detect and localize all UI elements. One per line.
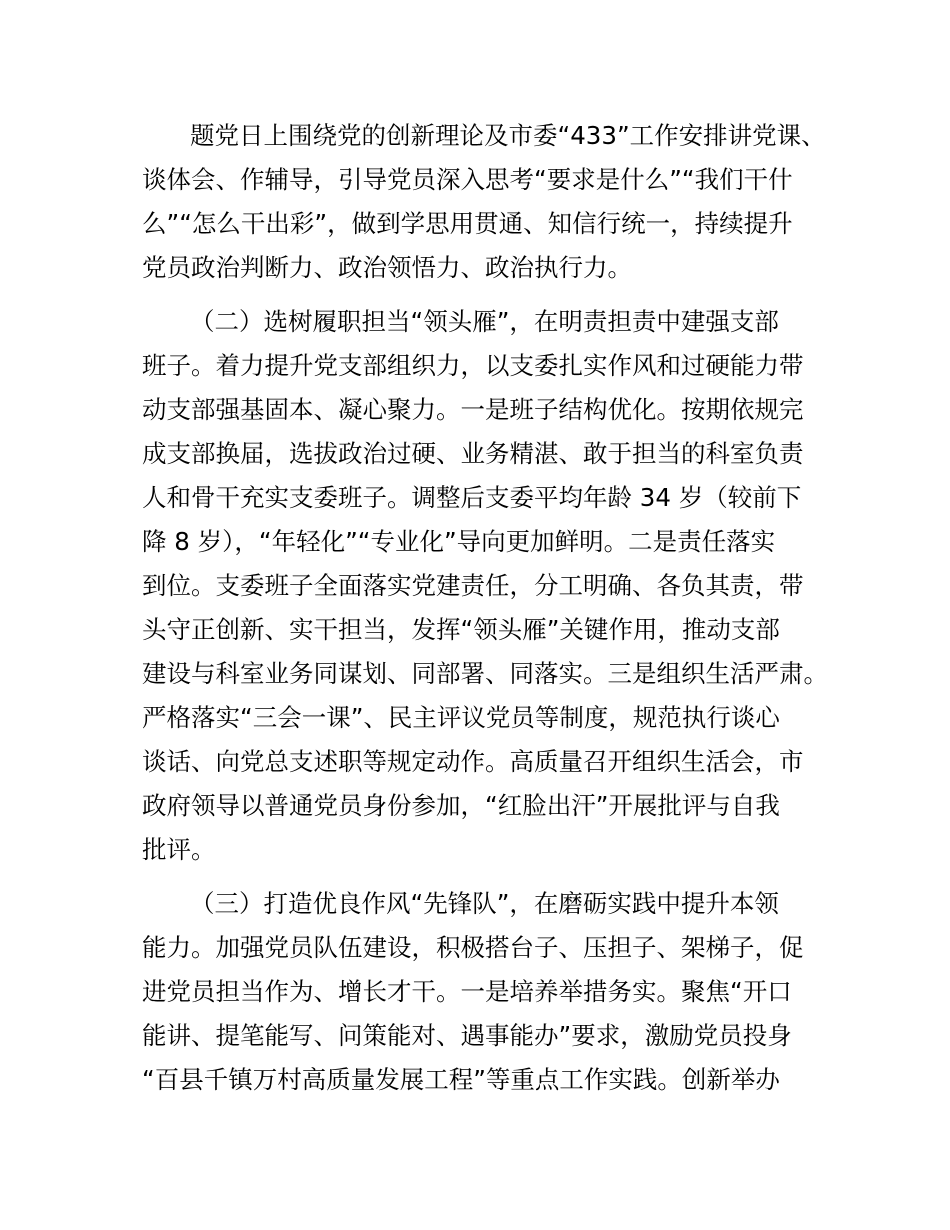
paragraph-2-line-9: 建设与科室业务同谋划、同部署、同落实。三是组织生活严肃。 xyxy=(142,659,828,688)
paragraph-3-line-2: 能力。加强党员队伍建设，积极搭台子、压担子、架梯子，促 xyxy=(142,933,804,962)
paragraph-1-line-4: 党员政治判断力、政治领悟力、政治执行力。 xyxy=(142,253,632,282)
paragraph-1-line-1: 题党日上围绕党的创新理论及市委“433”工作安排讲党课、 xyxy=(190,121,826,150)
paragraph-1-line-2: 谈体会、作辅导，引导党员深入思考“要求是什么”“我们干什 xyxy=(142,165,793,194)
paragraph-2-line-8: 头守正创新、实干担当，发挥“领头雁”关键作用，推动支部 xyxy=(142,615,780,644)
paragraph-2-line-5: 人和骨干充实支委班子。调整后支委平均年龄 34 岁（较前下 xyxy=(142,483,802,512)
paragraph-3-line-5: “百县千镇万村高质量发展工程”等重点工作实践。创新举办 xyxy=(142,1065,780,1094)
paragraph-1-line-3: 么”“怎么干出彩”，做到学思用贯通、知信行统一，持续提升 xyxy=(142,209,793,238)
paragraph-2-line-6: 降 8 岁），“年轻化”“专业化”导向更加鲜明。二是责任落实 xyxy=(142,527,776,556)
paragraph-3-line-4: 能讲、提笔能写、问策能对、遇事能办”要求，激励党员投身 xyxy=(142,1021,792,1050)
paragraph-3-line-3: 进党员担当作为、增长才干。一是培养举措务实。聚焦“开口 xyxy=(142,977,792,1006)
paragraph-2-line-12: 政府领导以普通党员身份参加，“红脸出汗”开展批评与自我 xyxy=(142,791,780,820)
paragraph-2-line-4: 成支部换届，选拔政治过硬、业务精湛、敢于担当的科室负责 xyxy=(142,439,804,468)
paragraph-2-line-13: 批评。 xyxy=(142,835,216,864)
paragraph-2-line-3: 动支部强基固本、凝心聚力。一是班子结构优化。按期依规完 xyxy=(142,395,804,424)
paragraph-3-line-1: （三）打造优良作风“先锋队”，在磨砺实践中提升本领 xyxy=(190,889,779,918)
paragraph-2-line-7: 到位。支委班子全面落实党建责任，分工明确、各负其责，带 xyxy=(142,571,804,600)
paragraph-2-line-2: 班子。着力提升党支部组织力，以支委扎实作风和过硬能力带 xyxy=(142,351,804,380)
paragraph-2-line-1: （二）选树履职担当“领头雁”，在明责担责中建强支部 xyxy=(190,307,779,336)
paragraph-2-line-11: 谈话、向党总支述职等规定动作。高质量召开组织生活会，市 xyxy=(142,747,804,776)
paragraph-2-line-10: 严格落实“三会一课”、民主评议党员等制度，规范执行谈心 xyxy=(142,703,780,732)
